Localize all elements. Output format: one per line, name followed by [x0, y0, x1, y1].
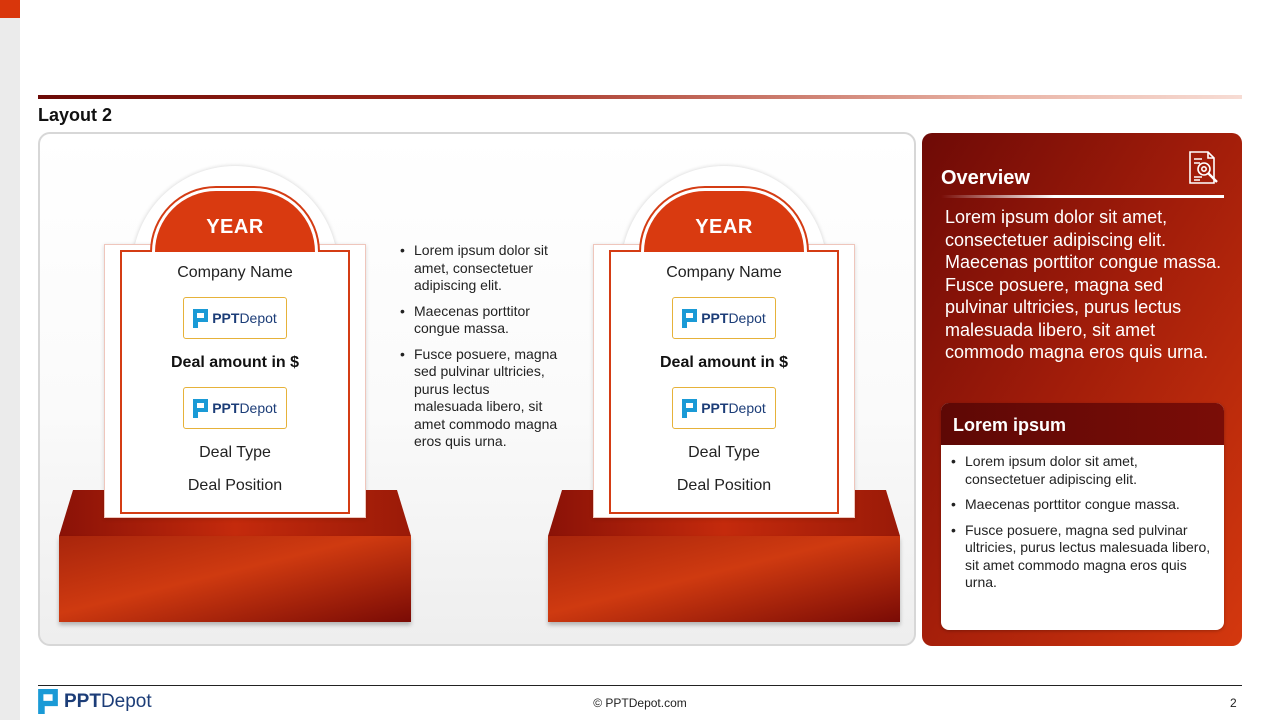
overview-panel: [922, 133, 1242, 646]
pptdepot-logo-icon: [193, 309, 208, 328]
logo-regular-text: Depot: [728, 310, 766, 326]
tombstone-inner: [609, 250, 839, 514]
pedestal-front: [548, 536, 900, 622]
list-item: • Maecenas porttitor congue massa.: [951, 496, 1212, 514]
company-logo: [672, 297, 776, 339]
company-name: Company Name: [666, 264, 782, 281]
company-name: Company Name: [177, 264, 293, 281]
deal-position: Deal Position: [676, 477, 772, 494]
logo-bold-text: PPT: [212, 400, 240, 416]
deal-amount: Deal amount in $: [170, 354, 300, 371]
page-number: 2: [1230, 696, 1237, 710]
footer-logo: [38, 689, 152, 714]
logo-bold-text: PPT: [701, 310, 729, 326]
logo-regular-text: Depot: [239, 400, 277, 416]
logo-regular-text: Depot: [728, 400, 766, 416]
logo-bold-text: PPT: [64, 690, 101, 712]
pptdepot-logo-icon: [682, 399, 697, 418]
company-logo: [183, 297, 287, 339]
logo-bold-text: PPT: [701, 400, 729, 416]
pptdepot-logo-icon: [682, 309, 697, 328]
title-rule: [38, 95, 1242, 99]
tombstone-inner: [120, 250, 350, 514]
pptdepot-logo-icon: [38, 689, 58, 714]
list-item: • Lorem ipsum dolor sit amet, consectetuer adipiscing elit.: [400, 242, 560, 295]
logo-regular-text: Depot: [100, 690, 152, 712]
list-item: • Lorem ipsum dolor sit amet, consectetuer adipiscing elit.: [951, 453, 1212, 488]
company-logo: [183, 387, 287, 429]
left-margin-strip: [0, 0, 20, 720]
company-logo: [672, 387, 776, 429]
deal-card: [59, 164, 411, 624]
year-label: YEAR: [695, 216, 753, 238]
slide-title: Layout 2: [38, 105, 113, 125]
overview-text: Lorem ipsum dolor sit amet, consectetuer adipiscing elit. Maecenas porttitor congue massa. Fusce posuere, magna sed pulvinar ultricies, purus lectus malesuada libero, sit amet commodo magna eros quis urna.: [945, 207, 1222, 362]
document-search-icon: [1184, 149, 1222, 187]
overview-title: Overview: [941, 167, 1030, 189]
content-panel: [38, 132, 916, 646]
logo-bold-text: PPT: [212, 310, 240, 326]
overview-divider: [941, 195, 1224, 198]
deal-card: [548, 164, 900, 624]
deal-position: Deal Position: [187, 477, 283, 494]
year-label: YEAR: [206, 216, 264, 238]
lorem-box: [941, 403, 1224, 630]
footer-rule: [38, 685, 1242, 686]
lorem-bullet-list: [941, 445, 1224, 592]
corner-accent: [0, 0, 20, 18]
middle-bullet-list: [400, 242, 560, 459]
list-item: • Fusce posuere, magna sed pulvinar ultricies, purus lectus malesuada libero, sit amet commodo magna eros quis urna.: [951, 522, 1212, 592]
pedestal-front: [59, 536, 411, 622]
lorem-box-title: Lorem ipsum: [941, 403, 1224, 445]
list-item: • Maecenas porttitor congue massa.: [400, 303, 560, 338]
pptdepot-logo-icon: [193, 399, 208, 418]
copyright-text: © PPTDepot.com: [593, 696, 687, 710]
deal-amount: Deal amount in $: [659, 354, 789, 371]
deal-type: Deal Type: [688, 444, 760, 461]
deal-type: Deal Type: [199, 444, 271, 461]
list-item: • Fusce posuere, magna sed pulvinar ultricies, purus lectus malesuada libero, sit amet commodo magna eros quis urna.: [400, 346, 560, 451]
logo-regular-text: Depot: [239, 310, 277, 326]
